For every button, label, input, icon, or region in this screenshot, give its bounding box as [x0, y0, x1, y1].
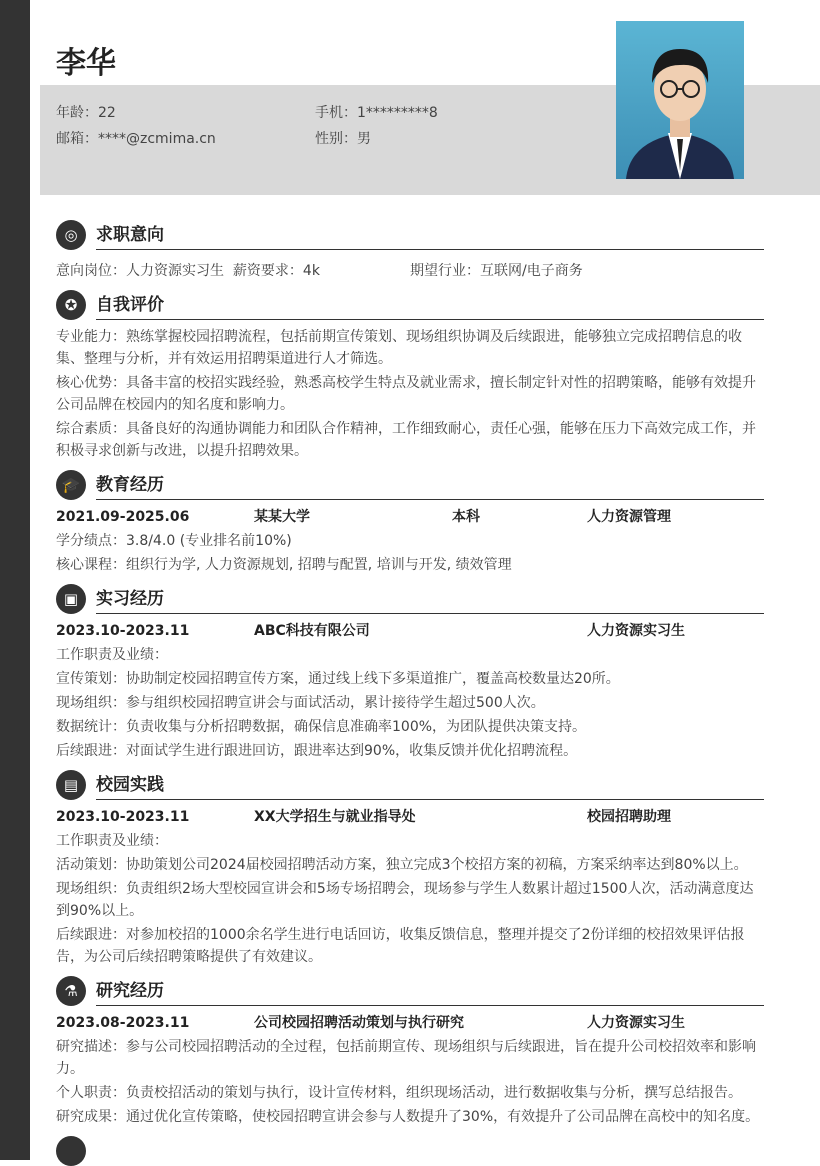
- research-title: 公司校园招聘活动策划与执行研究: [254, 1015, 464, 1031]
- section-title: 实习经历: [96, 587, 764, 614]
- section-title: 教育经历: [96, 473, 764, 500]
- section-next-cutoff: [56, 1134, 764, 1166]
- gender: 性别：男: [315, 131, 371, 147]
- edu-date: 2021.09-2025.06: [56, 509, 190, 525]
- profile-photo: [616, 21, 744, 179]
- intern-line: 宣传策划：协助制定校园招聘宣传方案，通过线上线下多渠道推广，覆盖高校数量达20所。: [56, 671, 620, 687]
- intern-org: ABC科技有限公司: [254, 623, 370, 639]
- email: 邮箱：****@zcmima.cn: [56, 131, 216, 147]
- edu-line: 学分绩点：3.8/4.0 (专业排名前10%): [56, 533, 292, 549]
- graduation-cap-icon: 🎓: [56, 470, 86, 500]
- target-icon: ◎: [56, 220, 86, 250]
- intern-line: 现场组织：参与组织校园招聘宣讲会与面试活动，累计接待学生超过500人次。: [56, 695, 545, 711]
- section-education: [56, 468, 764, 576]
- section-research: [56, 974, 764, 1128]
- section-campus-practice: [56, 768, 764, 968]
- section-internship: [56, 582, 764, 762]
- section-title: 校园实践: [96, 773, 764, 800]
- section-title: 自我评价: [96, 293, 764, 320]
- self-item: 核心优势：具备丰富的校招实践经验，熟悉高校学生特点及就业需求，擅长制定针对性的招聘策略，能够有效提升公司品牌在校园内的知名度和影响力。: [56, 375, 756, 413]
- edu-major: 人力资源管理: [587, 509, 671, 525]
- section-job-intent: [56, 218, 764, 282]
- campus-role: 校园招聘助理: [587, 809, 671, 825]
- intern-line: 后续跟进：对面试学生进行跟进回访，跟进率达到90%，收集反馈并优化招聘流程。: [56, 743, 578, 759]
- research-date: 2023.08-2023.11: [56, 1015, 190, 1031]
- age: 年龄：22: [56, 105, 116, 121]
- section-icon: [56, 1136, 86, 1166]
- edu-degree: 本科: [452, 509, 480, 525]
- intern-line: 数据统计：负责收集与分析招聘数据，确保信息准确率100%，为团队提供决策支持。: [56, 719, 587, 735]
- phone: 手机：1*********8: [315, 105, 438, 121]
- intern-date: 2023.10-2023.11: [56, 623, 190, 639]
- badge-icon: ✪: [56, 290, 86, 320]
- intent-position: 意向岗位：人力资源实习生: [56, 263, 224, 279]
- campus-icon: ▤: [56, 770, 86, 800]
- edu-line: 核心课程：组织行为学, 人力资源规划, 招聘与配置, 培训与开发, 绩效管理: [56, 557, 512, 573]
- intern-role: 人力资源实习生: [587, 623, 685, 639]
- candidate-name: 李华: [56, 46, 116, 81]
- intent-salary: 薪资要求：4k: [232, 263, 320, 279]
- campus-org: XX大学招生与就业指导处: [254, 809, 416, 825]
- research-line: 个人职责：负责校招活动的策划与执行，设计宣传材料，组织现场活动，进行数据收集与分析，撰写总结报告。: [56, 1085, 742, 1101]
- flask-icon: ⚗: [56, 976, 86, 1006]
- edu-school: 某某大学: [254, 509, 310, 525]
- self-item: 专业能力：熟练掌握校园招聘流程，包括前期宣传策划、现场组织协调及后续跟进，能够独立完成招聘信息的收集、整理与分析，并有效运用招聘渠道进行人才筛选。: [56, 329, 742, 367]
- intern-line: 工作职责及业绩：: [56, 647, 168, 663]
- section-self-evaluation: [56, 288, 764, 462]
- research-line: 研究成果：通过优化宣传策略，使校园招聘宣讲会参与人数提升了30%，有效提升了公司品牌在高校中的知名度。: [56, 1109, 760, 1125]
- campus-date: 2023.10-2023.11: [56, 809, 190, 825]
- intent-industry: 期望行业：互联网/电子商务: [410, 263, 583, 279]
- sidebar-bar: [0, 0, 30, 1160]
- research-role: 人力资源实习生: [587, 1015, 685, 1031]
- campus-line: 后续跟进：对参加校招的1000余名学生进行电话回访，收集反馈信息，整理并提交了2份详细的校招效果评估报告，为公司后续招聘策略提供了有效建议。: [56, 927, 745, 965]
- self-item: 综合素质：具备良好的沟通协调能力和团队合作精神，工作细致耐心，责任心强，能够在压力下高效完成工作，并积极寻求创新与改进，以提升招聘效果。: [56, 421, 756, 459]
- campus-line: 活动策划：协助策划公司2024届校园招聘活动方案，独立完成3个校招方案的初稿，方案采纳率达到80%以上。: [56, 857, 748, 873]
- campus-line: 工作职责及业绩：: [56, 833, 168, 849]
- resume-content: [56, 212, 764, 1166]
- research-line: 研究描述：参与公司校园招聘活动的全过程，包括前期宣传、现场组织与后续跟进，旨在提升公司校招效率和影响力。: [56, 1039, 756, 1077]
- intent-position-salary: [56, 260, 410, 282]
- campus-line: 现场组织：负责组织2场大型校园宣讲会和5场专场招聘会，现场参与学生人数累计超过1500人次，活动满意度达到90%以上。: [56, 881, 754, 919]
- section-title: 求职意向: [96, 223, 764, 250]
- briefcase-icon: ▣: [56, 584, 86, 614]
- section-title: 研究经历: [96, 979, 764, 1006]
